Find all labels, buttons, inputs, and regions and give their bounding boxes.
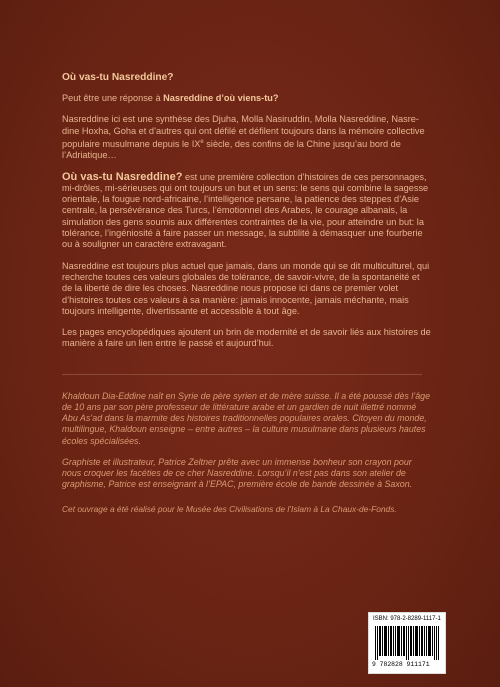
lead-bold: Nasreddine d’où viens-tu? xyxy=(163,93,279,103)
divider xyxy=(62,374,422,375)
heading: Où vas-tu Nasreddine? xyxy=(62,72,174,83)
illustrator-bio: Graphiste et illustrateur, Patrice Zeltner prête avec un immense bonheur son crayon pour nous croquer les facéties de ce cher Nasreddine. Lorsqu’il n’est pas dans son atelier de graphisme, Patrice est enseignant à l’EPAC, première école de bande dessinée à Saxon. xyxy=(62,456,413,490)
lead-line xyxy=(62,93,432,104)
isbn-label: ISBN: 978-2-8289-1117-1 xyxy=(373,616,441,622)
paragraph-2-title: Où vas-tu Nasreddine? xyxy=(62,170,183,183)
barcode-bars xyxy=(375,626,439,660)
paragraph-2-text: est une première collection d’histoires de ces personnages, mi-drôles, mi-sérieuses qui ont toujours un but et un sens: le sens qui combine la sagesse orientale, la fougue nord-africaine, l’intelligence persane, la patience des steppes d’Asie centrale, la persévérance des Turcs, l’émotionnel des Arabes, le courage albanais, la simulation des gens soumis aux différentes contraintes de la vie, pour atteindre un but: la tolérance, l’ingéniosité à faire passer un message, la subtilité à démasquer une fourberie ou à souligner un caractère extravagant. xyxy=(62,171,429,250)
paragraph-1-end: siècle, des confins de la Chine jusqu’au bord de l’Adriatique… xyxy=(62,138,401,161)
paragraph-1-sup: e xyxy=(200,138,204,145)
text-block xyxy=(62,72,432,662)
paragraph-4: Les pages encyclopédiques ajoutent un brin de modernité et de savoir liés aux histoires de manière à faire un lien entre le passé et aujourd’hui. xyxy=(62,327,431,349)
paragraph-3: Nasreddine est toujours plus actuel que jamais, dans un monde qui se dit multiculturel, qui recherche toutes ces valeurs globales de tolérance, de savoir-vivre, de la spontanéité et de la liberté de dire les choses. Nasreddine nous propose ici dans ce premier volet d’histoires toutes ces valeurs à sa manière: jamais innocente, jamais méchante, mais toujours intelligente, divertissante et accessible à tout âge. xyxy=(62,260,430,316)
barcode-number: 9 782828 911171 xyxy=(372,661,430,668)
lead-prefix: Peut être une réponse à xyxy=(62,93,164,103)
author-bio: Khaldoun Dia-Eddine naît en Syrie de père syrien et de mère suisse. Il a été poussé dès l’âge de 10 ans par son père professeur de littérature arabe et un gardien de nuit illettré nommé Abu As’ad dans la marmite des histoires traditionnelles populaires orales. Citoyen du monde, multilingue, Khaldoun enseigne – entre autres – la culture musulmane dans plusieurs hautes écoles spécialisées. xyxy=(62,390,431,446)
paragraph-1 xyxy=(62,114,432,161)
museum-credit: Cet ouvrage a été réalisé pour le Musée des Civilisations de l’Islam à La Chaux-de-Fonds. xyxy=(62,504,397,515)
paragraph-2 xyxy=(62,172,432,251)
barcode xyxy=(368,612,446,674)
paragraph-1-text: Nasreddine ici est une synthèse des Djuha, Molla Nasiruddin, Molla Nasreddine, Nasre-dine Hoxha, Goha et d’autres qui ont défilé et défilent toujours dans la mémoire collective populaire musulmane depuis le IX xyxy=(62,114,425,149)
